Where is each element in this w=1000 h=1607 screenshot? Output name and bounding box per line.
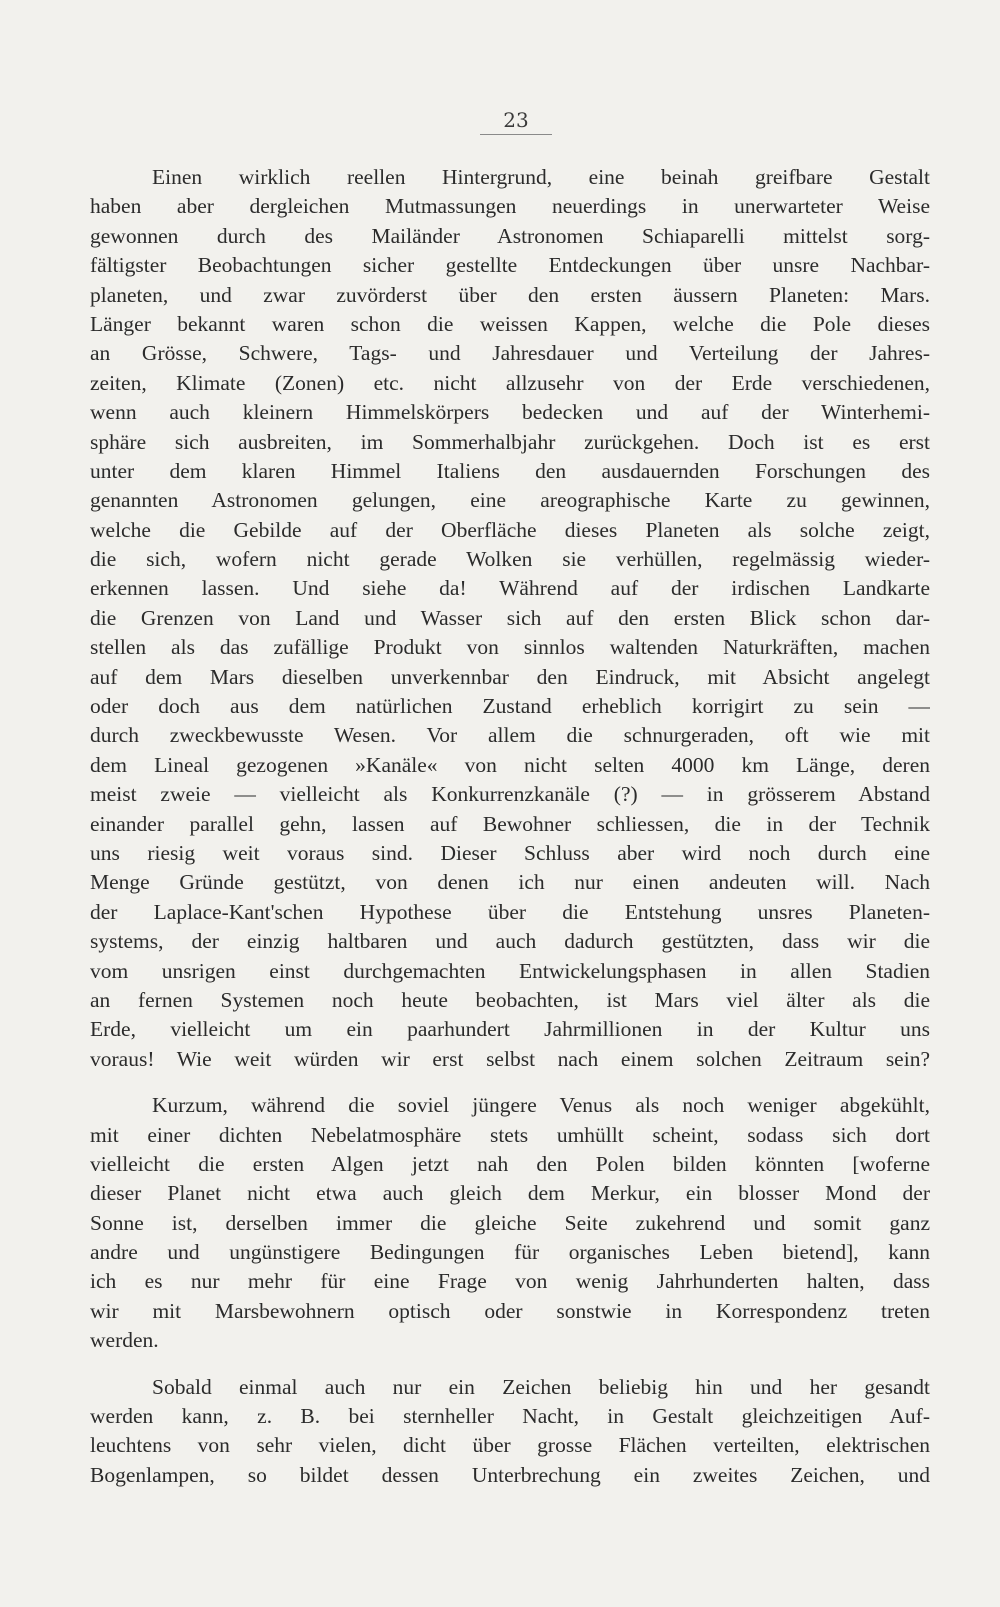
text-line: systems, der einzig haltbaren und auch dadurch gestützten, dass wir die [90,929,930,954]
text-line: sphäre sich ausbreiten, im Sommerhalbjahr zurückgehen. Doch ist es erst [90,429,930,454]
body-text [90,163,930,1490]
text-line: voraus! Wie weit würden wir erst selbst nach einem solchen Zeitraum sein? [90,1046,930,1071]
text-line: zeiten, Klimate (Zonen) etc. nicht allzusehr von der Erde verschiedenen, [90,370,930,395]
text-line: fältigster Beobachtungen sicher gestellte Entdeckungen über unsre Nachbar- [90,253,930,278]
text-line: uns riesig weit voraus sind. Dieser Schluss aber wird noch durch eine [90,840,930,865]
text-line: meist zweie — vielleicht als Konkurrenzkanäle (?) — in grösserem Abstand [90,782,930,807]
text-line: planeten, und zwar zuvörderst über den ersten äussern Planeten: Mars. [90,282,930,307]
text-line: unter dem klaren Himmel Italiens den ausdauernden Forschungen des [90,458,930,483]
text-line: vom unsrigen einst durchgemachten Entwickelungsphasen in allen Stadien [90,958,930,983]
text-line: werden kann, z. B. bei sternheller Nacht, in Gestalt gleichzeitigen Auf- [90,1404,930,1429]
page-number: 23 [480,108,552,135]
text-line: genannten Astronomen gelungen, eine areographische Karte zu gewinnen, [90,488,930,513]
text-line: durch zweckbewusste Wesen. Vor allem die schnurgeraden, oft wie mit [90,723,930,748]
text-line: die Grenzen von Land und Wasser sich auf den ersten Blick schon dar- [90,605,930,630]
text-line: einander parallel gehn, lassen auf Bewohner schliessen, die in der Technik [90,811,930,836]
text-line: dieser Planet nicht etwa auch gleich dem Merkur, ein blosser Mond der [90,1181,930,1206]
text-line: haben aber dergleichen Mutmassungen neuerdings in unerwarteter Weise [90,194,930,219]
paragraph [90,1091,930,1356]
text-line: vielleicht die ersten Algen jetzt nah den Polen bilden könnten [woferne [90,1151,930,1176]
text-line: werden. [90,1328,159,1353]
text-line: der Laplace-Kant'schen Hypothese über die Entstehung unsres Planeten- [90,899,930,924]
text-line: wir mit Marsbewohnern optisch oder sonstwie in Korrespondenz treten [90,1298,930,1323]
paragraph-gap [90,1356,930,1373]
paragraph [90,1373,930,1491]
text-line: die sich, wofern nicht gerade Wolken sie verhüllen, regelmässig wieder- [90,547,930,572]
text-line: oder doch aus dem natürlichen Zustand erheblich korrigirt zu sein — [90,694,930,719]
text-line: mit einer dichten Nebelatmosphäre stets umhüllt scheint, sodass sich dort [90,1122,930,1147]
text-line: leuchtens von sehr vielen, dicht über grosse Flächen verteilten, elektrischen [90,1433,930,1458]
text-line: Sonne ist, derselben immer die gleiche Seite zukehrend und somit ganz [90,1210,930,1235]
text-line: an Grösse, Schwere, Tags- und Jahresdauer und Verteilung der Jahres- [90,341,930,366]
paragraph [90,163,930,1074]
text-line: Kurzum, während die soviel jüngere Venus als noch weniger abgekühlt, [152,1093,930,1118]
text-line: Erde, vielleicht um ein paarhundert Jahrmillionen in der Kultur uns [90,1017,930,1042]
text-line: stellen als das zufällige Produkt von sinnlos waltenden Naturkräften, machen [90,635,930,660]
paragraph-gap [90,1074,930,1091]
text-line: erkennen lassen. Und siehe da! Während auf der irdischen Landkarte [90,576,930,601]
text-line: auf dem Mars dieselben unverkennbar den Eindruck, mit Absicht angelegt [90,664,930,689]
text-line: andre und ungünstigere Bedingungen für organisches Leben bietend], kann [90,1240,930,1265]
text-line: Länger bekannt waren schon die weissen Kappen, welche die Pole dieses [90,311,930,336]
text-line: an fernen Systemen noch heute beobachten, ist Mars viel älter als die [90,987,930,1012]
text-line: wenn auch kleinern Himmelskörpers bedecken und auf der Winterhemi- [90,400,930,425]
text-line: gewonnen durch des Mailänder Astronomen Schiaparelli mittelst sorg- [90,223,930,248]
text-line: Einen wirklich reellen Hintergrund, eine beinah greifbare Gestalt [152,165,930,189]
text-line: Menge Gründe gestützt, von denen ich nur einen andeuten will. Nach [90,870,930,895]
text-line: welche die Gebilde auf der Oberfläche dieses Planeten als solche zeigt, [90,517,930,542]
text-line: Sobald einmal auch nur ein Zeichen beliebig hin und her gesandt [152,1374,930,1399]
text-line: ich es nur mehr für eine Frage von wenig Jahrhunderten halten, dass [90,1269,930,1294]
text-line: Bogenlampen, so bildet dessen Unterbrechung ein zweites Zeichen, und [90,1462,930,1487]
text-line: dem Lineal gezogenen »Kanäle« von nicht selten 4000 km Länge, deren [90,752,930,777]
